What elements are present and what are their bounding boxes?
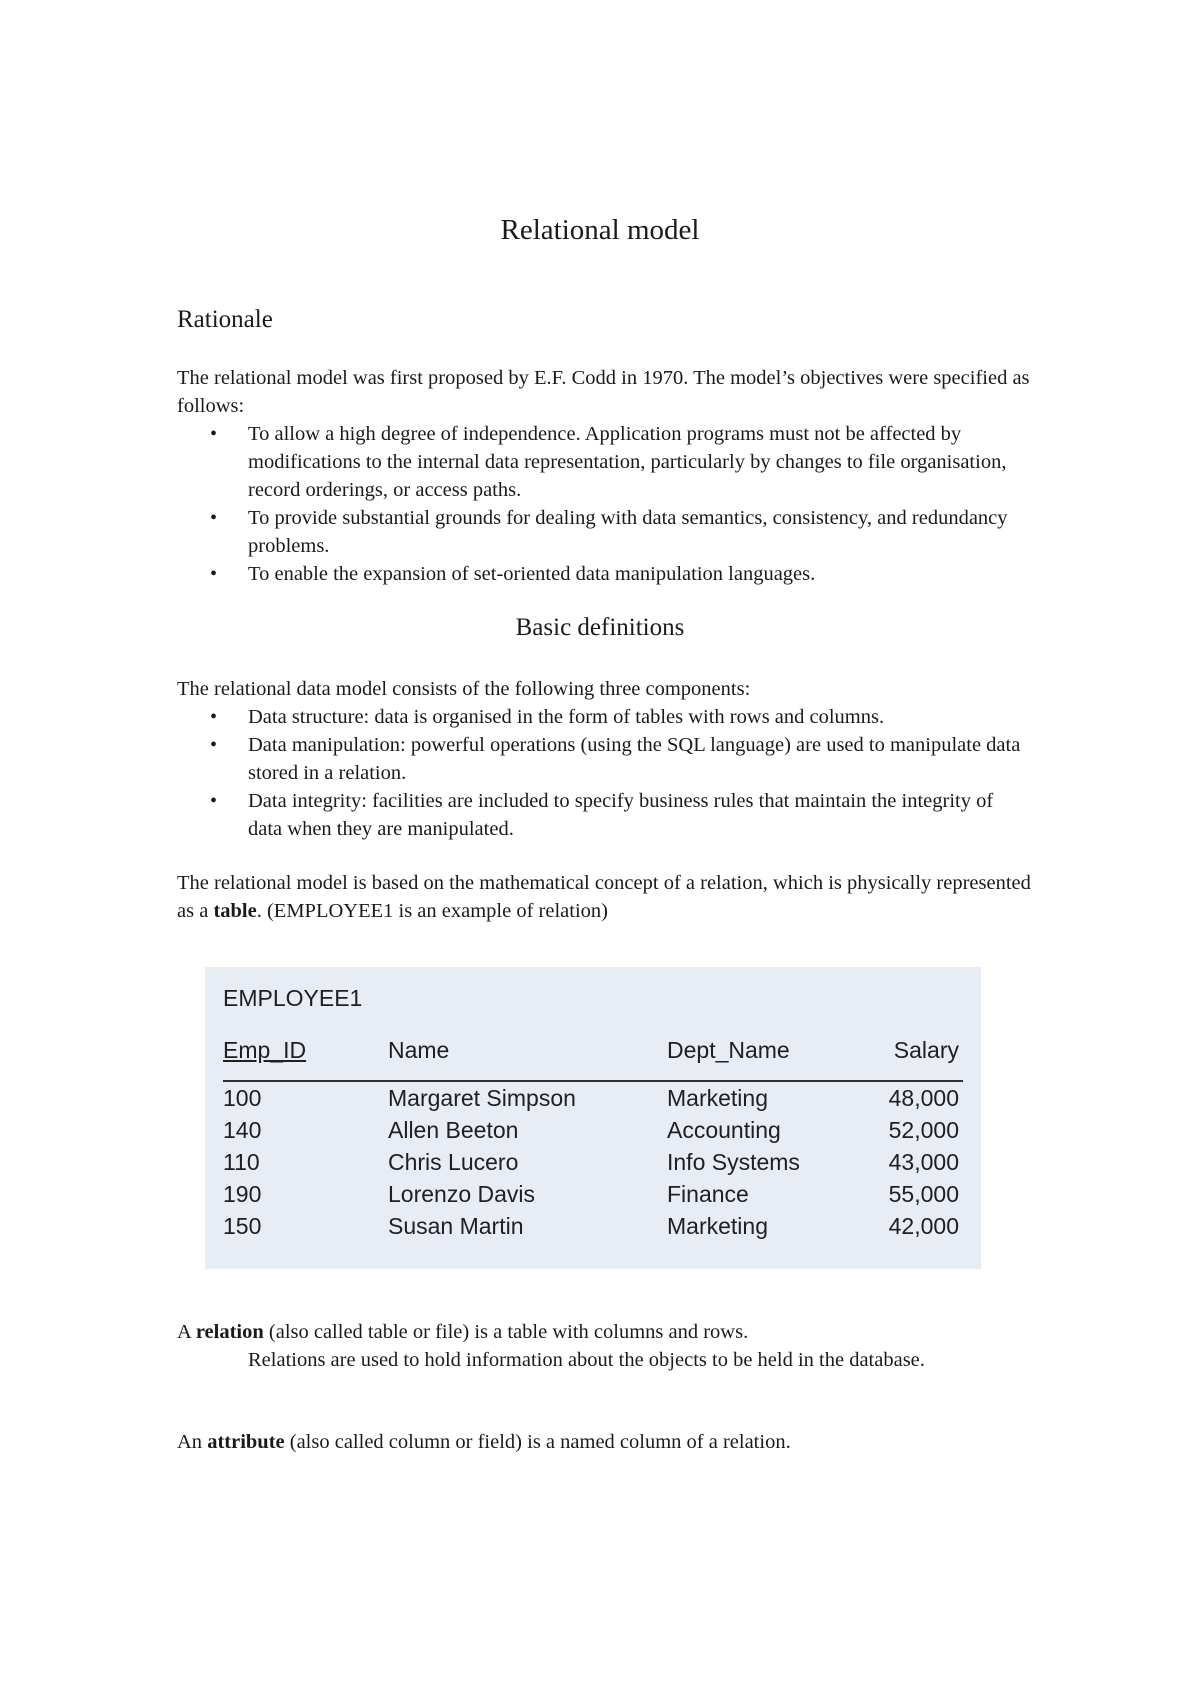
table-row (205, 1149, 981, 1181)
cell-emp-id: 140 (223, 1117, 262, 1143)
text-run: The relational model is based on the mathematical concept of a relation, which is physically represented as a (177, 872, 1031, 922)
column-header-emp-id: Emp_ID (223, 1037, 307, 1063)
table-caption: EMPLOYEE1 (223, 985, 363, 1011)
table-row (205, 1181, 981, 1213)
rationale-heading: Rationale (177, 306, 273, 333)
cell-name: Lorenzo Davis (388, 1181, 536, 1207)
cell-salary: 42,000 (888, 1213, 959, 1239)
table-row (205, 1085, 981, 1117)
list-item: • Data structure: data is organised in the form of tables with rows and columns. (210, 703, 1030, 731)
list-item: • To allow a high degree of independence. Application programs must not be affected by modifications to the internal data representation, particularly by changes to file organisation, record orderings, or access paths. (210, 420, 1030, 504)
components-list (210, 703, 1030, 843)
list-item: • To enable the expansion of set-oriented data manipulation languages. (210, 560, 1030, 588)
text-run: A (177, 1321, 196, 1343)
cell-emp-id: 110 (223, 1149, 260, 1175)
cell-salary: 48,000 (888, 1085, 959, 1111)
cell-dept-name: Finance (667, 1181, 749, 1207)
employee-table-figure (205, 967, 981, 1269)
bold-term: attribute (207, 1431, 285, 1453)
cell-name: Chris Lucero (388, 1149, 519, 1175)
cell-dept-name: Accounting (667, 1117, 781, 1143)
text-run: (also called column or field) is a named column of a relation. (284, 1431, 791, 1453)
page-title: Relational model (500, 214, 700, 246)
rationale-list (210, 420, 1030, 588)
text-run: An (177, 1431, 208, 1453)
text-run: . (EMPLOYEE1 is an example of relation) (256, 900, 608, 922)
list-item: • Data integrity: facilities are included to specify business rules that maintain the integrity of data when they are manipulated. (210, 787, 1030, 843)
basic-definitions-heading: Basic definitions (515, 614, 685, 641)
text-run: (also called table or file) is a table with columns and rows. (263, 1321, 749, 1343)
relation-concept-paragraph (177, 869, 1037, 925)
cell-dept-name: Marketing (667, 1085, 768, 1111)
components-intro: The relational data model consists of the following three components: (177, 678, 751, 700)
cell-salary: 43,000 (888, 1149, 959, 1175)
list-item: • Data manipulation: powerful operations (using the SQL language) are used to manipulate data stored in a relation. (210, 731, 1030, 787)
cell-salary: 52,000 (888, 1117, 959, 1143)
header-divider (223, 1080, 963, 1082)
table-row (205, 1117, 981, 1149)
rationale-intro: The relational model was first proposed by E.F. Codd in 1970. The model’s objectives were specified as follows: (177, 367, 1030, 417)
column-header-salary: Salary (893, 1037, 959, 1063)
cell-dept-name: Info Systems (667, 1149, 800, 1175)
cell-name: Margaret Simpson (388, 1085, 576, 1111)
relation-definition (177, 1318, 1037, 1346)
cell-name: Allen Beeton (388, 1117, 519, 1143)
list-item: • To provide substantial grounds for dealing with data semantics, consistency, and redundancy problems. (210, 504, 1030, 560)
bold-term: table (213, 900, 257, 922)
cell-salary: 55,000 (888, 1181, 959, 1207)
relation-detail: Relations are used to hold information about the objects to be held in the database. (248, 1349, 925, 1371)
column-header-name: Name (388, 1037, 450, 1063)
cell-emp-id: 190 (223, 1181, 262, 1207)
cell-emp-id: 150 (223, 1213, 262, 1239)
column-header-dept-name: Dept_Name (667, 1037, 790, 1063)
bold-term: relation (195, 1321, 264, 1343)
cell-name: Susan Martin (388, 1213, 524, 1239)
table-row (205, 1213, 981, 1245)
cell-emp-id: 100 (223, 1085, 262, 1111)
cell-dept-name: Marketing (667, 1213, 768, 1239)
attribute-definition (177, 1428, 1037, 1456)
